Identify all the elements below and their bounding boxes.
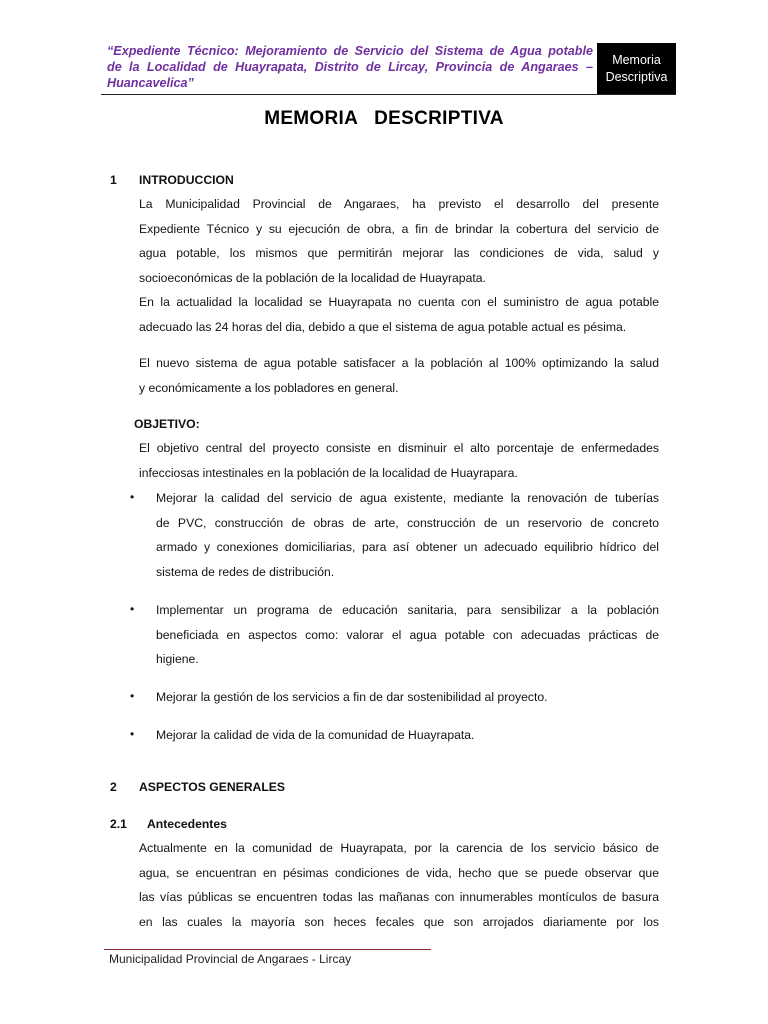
text-line: adecuado las 24 horas del dia, debido a que el sistema de agua potable actual es pésima. <box>139 319 627 334</box>
text-line: agua, se encuentran en pésimas condiciones de vida, hecho que se puede observar que <box>139 865 659 880</box>
header-project-title <box>107 43 593 91</box>
intro-paragraph-1 <box>139 192 659 290</box>
section-heading: INTRODUCCION <box>139 173 234 187</box>
header-divider <box>101 94 676 95</box>
header-title-line: de la Localidad de Huayrapata, Distrito de Lircay, Provincia de Angaraes – <box>107 60 593 74</box>
bullet-icon: • <box>130 602 135 616</box>
header-title-line: “Expediente Técnico: Mejoramiento de Servicio del Sistema de Agua potable <box>107 44 593 58</box>
objective-bullet-2 <box>156 598 659 672</box>
header-box-line: Memoria <box>612 53 661 67</box>
text-line: El objetivo central del proyecto consiste en disminuir el alto porcentaje de enfermedades <box>139 441 659 455</box>
section-number: 1 <box>110 173 117 187</box>
text-line: y económicamente a los pobladores en general. <box>139 380 399 395</box>
page-title: MEMORIA DESCRIPTIVA <box>264 108 504 129</box>
text-line: beneficiada en aspectos como: valorar el agua potable con adecuadas prácticas de <box>156 627 659 642</box>
antecedentes-paragraph <box>139 836 659 934</box>
objective-paragraph <box>139 436 659 485</box>
text-line: higiene. <box>156 652 199 666</box>
subsection-heading: Antecedentes <box>147 817 227 831</box>
intro-paragraph-2 <box>139 290 659 339</box>
text-line: La Municipalidad Provincial de Angaraes, ha previsto el desarrollo del presente <box>139 197 659 211</box>
section-number: 2 <box>110 780 117 794</box>
text-line: El nuevo sistema de agua potable satisfacer a la población al 100% optimizando la salud <box>139 356 659 370</box>
text-line: Mejorar la gestión de los servicios a fin de dar sostenibilidad al proyecto. <box>156 690 548 704</box>
header-section-box <box>597 43 676 95</box>
text-line: Mejorar la calidad de vida de la comunidad de Huayrapata. <box>156 728 475 742</box>
section-heading: ASPECTOS GENERALES <box>139 780 286 794</box>
text-line: socioeconómicas de la población de la localidad de Huayrapata. <box>139 270 486 285</box>
subsection-number: 2.1 <box>110 817 127 831</box>
objective-bullet-1 <box>156 486 659 584</box>
objective-label: OBJETIVO: <box>134 417 200 431</box>
header-title-line: Huancavelica” <box>107 76 194 90</box>
text-line: de PVC, construcción de obras de arte, construcción de un reservorio de concreto <box>156 515 659 530</box>
text-line: Mejorar la calidad del servicio de agua existente, mediante la renovación de tuberías <box>156 491 659 505</box>
objective-bullet-4 <box>156 723 659 748</box>
text-line: en las cuales la mayoría son heces fecales que son arrojados diariamente por los <box>139 914 659 929</box>
text-line: agua potable, los mismos que permitirán mejorar las condiciones de vida, salud y <box>139 246 659 260</box>
header-box-line: Descriptiva <box>605 70 668 84</box>
text-line: armado y conexiones domiciliarias, para así obtener un adecuado equilibrio hídrico del <box>156 540 659 554</box>
text-line: Expediente Técnico y su ejecución de obra, a fin de brindar la cobertura del servicio de <box>139 221 659 236</box>
text-line: sistema de redes de distribución. <box>156 564 335 579</box>
intro-paragraph-3 <box>139 351 659 400</box>
footer-divider <box>104 949 431 950</box>
bullet-icon: • <box>130 689 135 703</box>
bullet-icon: • <box>130 727 135 741</box>
text-line: infecciosas intestinales en la población de la localidad de Huayrapara. <box>139 465 518 480</box>
bullet-icon: • <box>130 490 135 504</box>
text-line: Implementar un programa de educación sanitaria, para sensibilizar a la población <box>156 603 659 617</box>
footer-text: Municipalidad Provincial de Angaraes - Lircay <box>109 952 352 966</box>
text-line: En la actualidad la localidad se Huayrapata no cuenta con el suministro de agua potable <box>139 295 659 309</box>
text-line: las vías públicas se encuentren todas las mañanas con innumerables montículos de basura <box>139 890 659 904</box>
objective-bullet-3 <box>156 685 659 710</box>
text-line: Actualmente en la comunidad de Huayrapata, por la carencia de los servicio básico de <box>139 841 659 855</box>
